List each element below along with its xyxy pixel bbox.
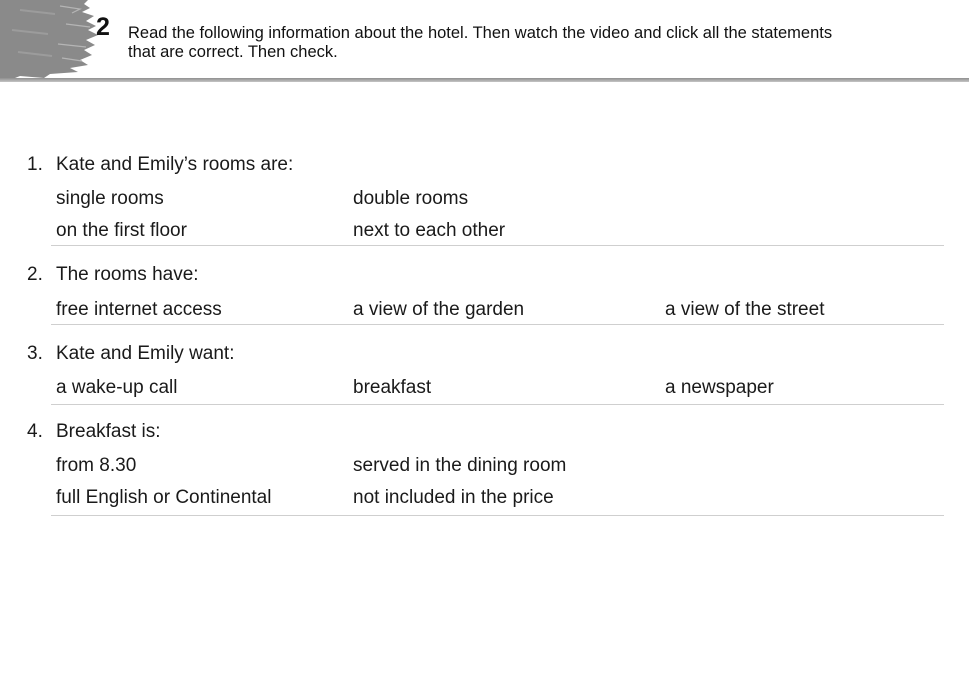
- question-number: 2.: [27, 264, 43, 285]
- question-divider: [51, 245, 944, 246]
- question-title: Breakfast is:: [56, 421, 161, 442]
- question-number: 3.: [27, 343, 43, 364]
- question-number: 1.: [27, 154, 43, 175]
- question-divider: [51, 515, 944, 516]
- option-dining-room[interactable]: served in the dining room: [353, 455, 567, 476]
- brush-stroke-decoration: [0, 0, 100, 80]
- option-not-included[interactable]: not included in the price: [353, 487, 554, 508]
- question-number: 4.: [27, 421, 43, 442]
- option-single-rooms[interactable]: single rooms: [56, 188, 164, 209]
- instructions: [128, 24, 928, 62]
- question-divider: [51, 404, 944, 405]
- option-next-to-each-other[interactable]: next to each other: [353, 220, 506, 241]
- option-english-or-continental[interactable]: full English or Continental: [56, 487, 272, 508]
- header-divider: [0, 78, 969, 82]
- exercise-number: 2: [96, 13, 110, 41]
- question-title: Kate and Emily want:: [56, 343, 235, 364]
- question-title: The rooms have:: [56, 264, 199, 285]
- option-wake-up-call[interactable]: a wake-up call: [56, 377, 178, 398]
- option-view-of-street[interactable]: a view of the street: [665, 299, 825, 320]
- option-from-830[interactable]: from 8.30: [56, 455, 137, 476]
- question-title: Kate and Emily’s rooms are:: [56, 154, 294, 175]
- option-free-internet[interactable]: free internet access: [56, 299, 222, 320]
- option-double-rooms[interactable]: double rooms: [353, 188, 469, 209]
- option-view-of-garden[interactable]: a view of the garden: [353, 299, 525, 320]
- option-first-floor[interactable]: on the first floor: [56, 220, 187, 241]
- option-newspaper[interactable]: a newspaper: [665, 377, 774, 398]
- instruction-line-2: that are correct. Then check.: [128, 43, 338, 61]
- option-breakfast[interactable]: breakfast: [353, 377, 432, 398]
- question-divider: [51, 324, 944, 325]
- instruction-line-1: Read the following information about the hotel. Then watch the video and click all the statements: [128, 24, 833, 42]
